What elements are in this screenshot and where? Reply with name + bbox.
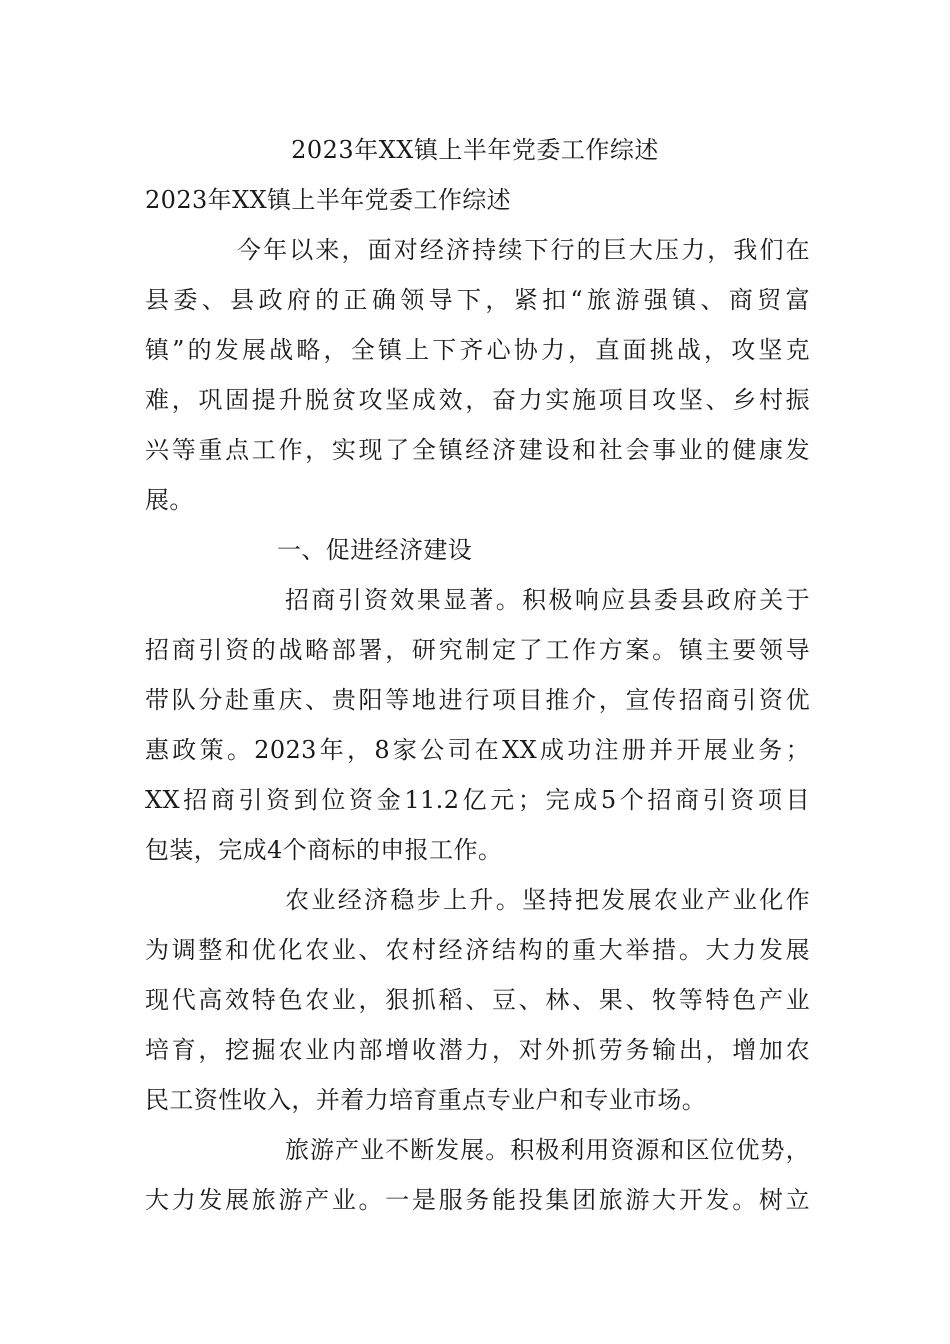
paragraph-line: 包装，完成4个商标的申报工作。	[145, 836, 503, 864]
paragraph-line: 农业经济稳步上升。坚持把发展农业产业化作	[285, 886, 810, 914]
paragraph-line: 招商引资效果显著。积极响应县委县政府关于	[285, 586, 810, 614]
paragraph-line: 兴等重点工作，实现了全镇经济建设和社会事业的健康发	[145, 436, 810, 464]
paragraph-line: 为调整和优化农业、农村经济结构的重大举措。大力发展	[145, 936, 810, 964]
paragraph-line: 难，巩固提升脱贫攻坚成效，奋力实施项目攻坚、乡村振	[145, 386, 810, 414]
paragraph-line: 现代高效特色农业，狠抓稻、豆、林、果、牧等特色产业	[145, 986, 810, 1014]
paragraph-line: 招商引资的战略部署，研究制定了工作方案。镇主要领导	[145, 636, 810, 664]
document-body	[145, 182, 810, 1232]
paragraph-line: 民工资性收入，并着力培育重点专业户和专业市场。	[145, 1086, 707, 1114]
paragraph-line: XX招商引资到位资金11.2亿元；完成5个招商引资项目	[145, 786, 810, 814]
paragraph-line: 镇”的发展战略，全镇上下齐心协力，直面挑战，攻坚克	[145, 336, 810, 364]
paragraph-line: 培育，挖掘农业内部增收潜力，对外抓劳务输出，增加农	[145, 1036, 810, 1064]
paragraph-line: 旅游产业不断发展。积极利用资源和区位优势，	[285, 1136, 810, 1164]
paragraph-line: 展。	[145, 486, 194, 514]
document-title: 2023年XX镇上半年党委工作综述	[291, 136, 659, 164]
section-heading: 一、促进经济建设	[277, 536, 473, 564]
paragraph-line: 大力发展旅游产业。一是服务能投集团旅游大开发。树立	[145, 1186, 810, 1214]
paragraph-line: 县委、县政府的正确领导下，紧扣“旅游强镇、商贸富	[145, 286, 810, 314]
document-subtitle: 2023年XX镇上半年党委工作综述	[145, 186, 512, 214]
paragraph-line: 惠政策。2023年，8家公司在XX成功注册并开展业务；	[145, 736, 810, 764]
paragraph-line: 今年以来，面对经济持续下行的巨大压力，我们在	[237, 236, 810, 264]
paragraph-line: 带队分赴重庆、贵阳等地进行项目推介，宣传招商引资优	[145, 686, 810, 714]
